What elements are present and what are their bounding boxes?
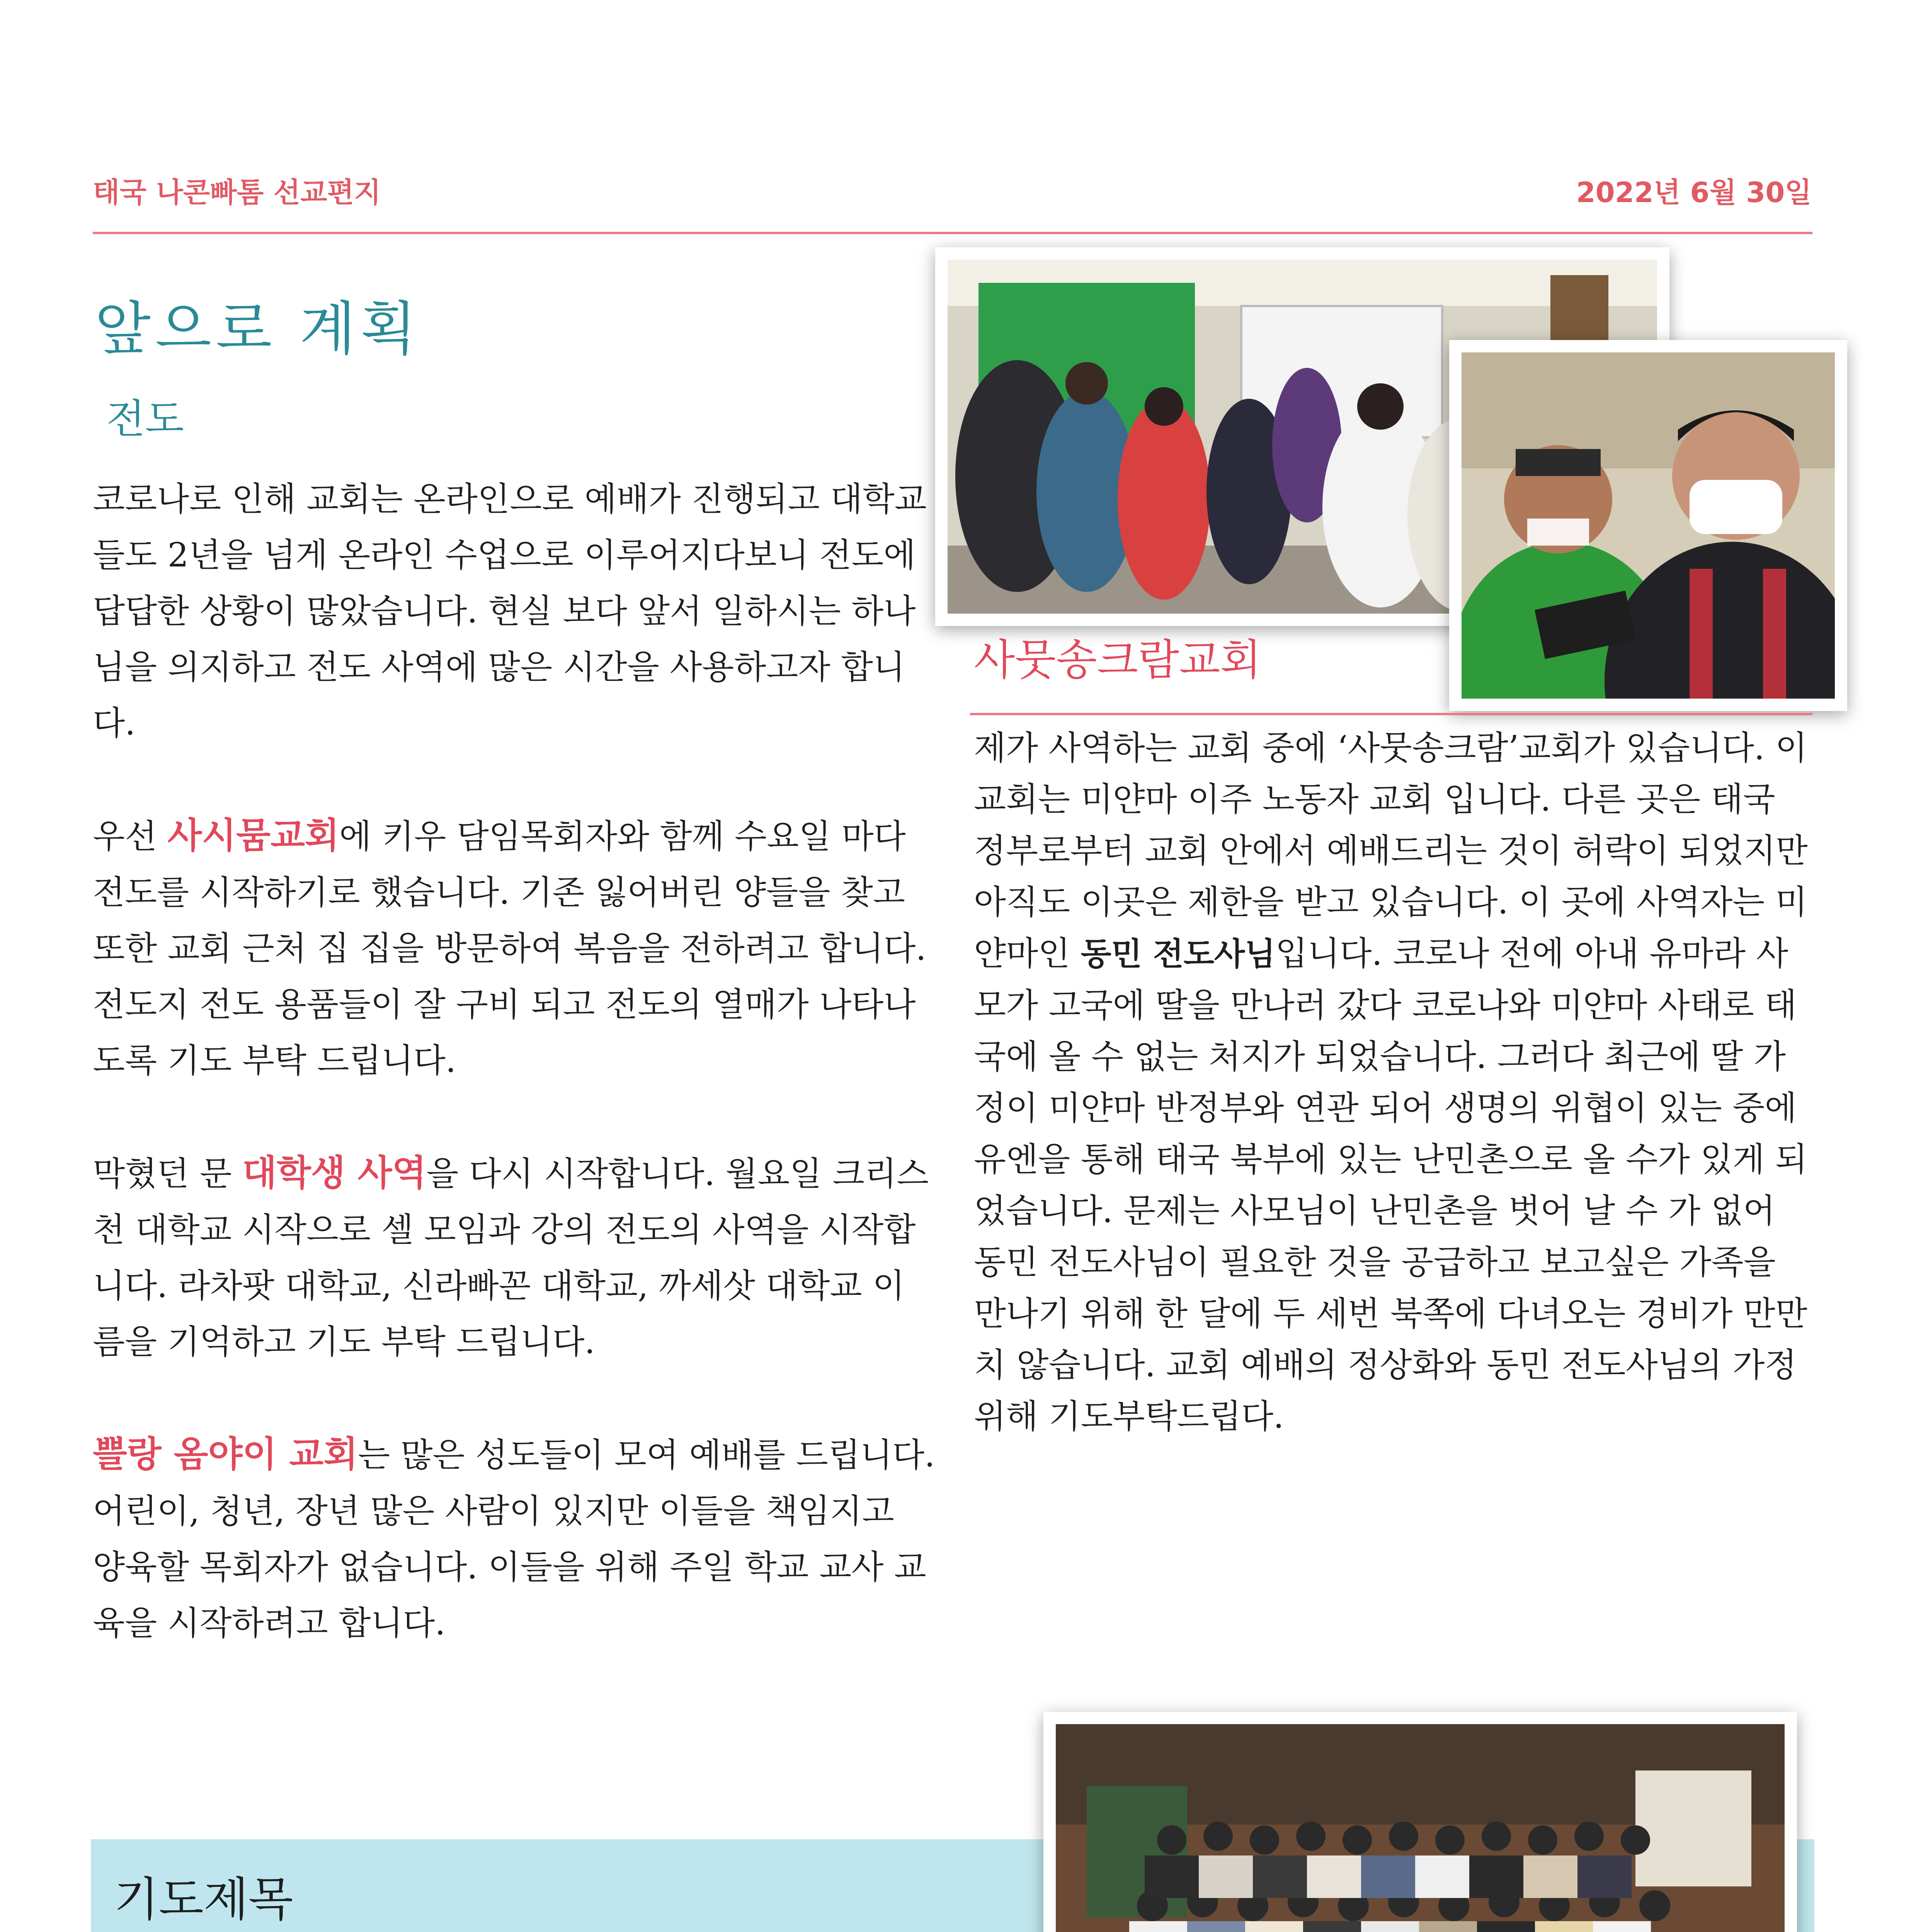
highlight-plang-church: 쁠랑 옴야이 교회 [93, 1434, 358, 1475]
right-section-text: 제가 사역하는 교회 중에 ‘사뭇송크람’교회가 있습니다. 이 교회는 미얀마 이주 노동자 교회 입니다. 다른 곳은 태국 정부로부터 교회 안에서 예배드리는 것이 허락이 되었지만 아직도 이곳은 제한을 받고 있습니다. 이 곳에 사역자는 미얀마인 동민 전도사님입니다. 코로나 전에 아내 유마라 사모가 고국에 딸을 만나러 갔다 코로나와 미얀마 사태로 태국에 올 수 없는 처지가 되었습니다. 그러다 최근에 딸 가정이 미얀마 반정부와 연관 되어 생명의 위협이 있는 중에 유엔을 통해 태국 북부에 있는 난민촌으로 올 수가 있게 되었습니다. 문제는 사모님이 난민촌을 벗어 날 수 가 없어 동민 전도사님이 필요한 것을 공급하고 보고싶은 가족을 만나기 위해 한 달에 두 세번 북쪽에 다녀오는 경비가 만만치 않습니다. 교회 예배의 정상화와 동민 전도사님의 가정 위해 기도부탁드립다. [974, 729, 1808, 1436]
header-title: 태국 나콘빠톰 선교편지 [93, 176, 381, 209]
two-men-image [1462, 352, 1835, 699]
paragraph-2: 우선 사시뭄교회에 키우 담임목회자와 함께 수요일 마다 전도를 시작하기로 했습니다. 기존 잃어버린 양들을 찾고 또한 교회 근처 집 집을 방문하여 복음을 전하려고 합니다. 전도지 전도 용품들이 잘 구비 되고 전도의 열매가 나타나도록 기도 부탁 드립니다. [93, 815, 926, 1080]
paragraph-3: 막혔던 문 대학생 사역을 다시 시작합니다. 월요일 크리스천 대학교 시작으로 셀 모임과 강의 전도의 사역을 시작합니다. 라차팟 대학교, 신라빠꼰 대학교, 까세삿 대학교 이름을 기억하고 기도 부탁 드립니다. [93, 1152, 929, 1361]
highlight-sasimum-church: 사시뭄교회 [167, 815, 339, 856]
right-section-title: 사뭇송크람교회 [974, 635, 1261, 685]
group-congregation-image [1056, 1724, 1785, 1932]
left-column-text [93, 471, 935, 1708]
highlight-dongmin-evangelist: 동민 전도사님 [1081, 936, 1276, 973]
right-section-divider [970, 713, 1812, 715]
header-divider [93, 232, 1812, 234]
photo-group-congregation [1043, 1712, 1797, 1932]
highlight-university-ministry: 대학생 사역 [242, 1152, 427, 1194]
prayer-title: 기도제목 [114, 1873, 293, 1927]
header-date: 2022년 6월 30일 [1576, 176, 1812, 209]
paragraph-4: 쁠랑 옴야이 교회는 많은 성도들이 모여 예배를 드립니다. 어린이, 청년, 장년 많은 사람이 있지만 이들을 책임지고 양육할 목회자가 없습니다. 이들을 위해 주일 학교 교사 교육을 시작하려고 합니다. [93, 1434, 935, 1643]
subsection-title: 전도 [106, 395, 184, 442]
paragraph-1: 코로나로 인해 교회는 온라인으로 예배가 진행되고 대학교들도 2년을 넘게 온라인 수업으로 이루어지다보니 전도에 답답한 상황이 많았습니다. 현실 보다 앞서 일하시는 하나님을 의지하고 전도 사역에 많은 시간을 사용하고자 합니다. [93, 480, 927, 743]
photo-two-men-reading [1449, 340, 1847, 711]
section-title: 앞으로 계획 [95, 296, 421, 363]
